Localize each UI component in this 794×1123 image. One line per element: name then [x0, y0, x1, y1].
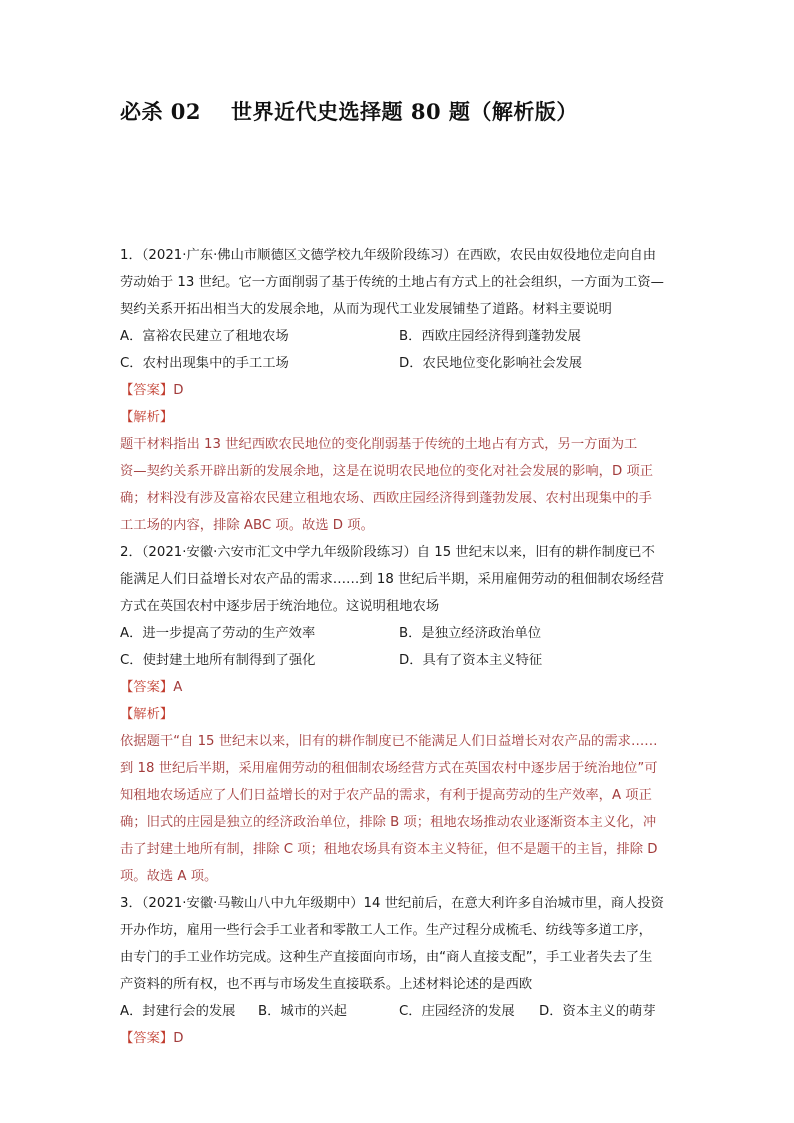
question-3-line-1: 3．（2021·安徽·马鞍山八中九年级期中）14 世纪前后，在意大利许多自治城市里，商人投资 — [120, 896, 664, 911]
question-2-line-3: 方式在英国农村中逐步居于统治地位。这说明租地农场 — [120, 599, 440, 614]
question-1-line-3: 契约关系开拓出相当大的发展余地，从而为现代工业发展铺垫了道路。材料主要说明 — [120, 302, 612, 317]
question-1-options-row-1 — [120, 323, 678, 350]
question-2-answer — [120, 674, 678, 701]
question-2-analysis-line-5: 击了封建土地所有制，排除 C 项；租地农场具有资本主义特征，但不是题干的主旨，排除 D — [120, 842, 658, 857]
question-2-analysis-line-2: 到 18 世纪后半期，采用雇佣劳动的租佃制农场经营方式在英国农村中逐步居于统治地位”可 — [120, 761, 658, 776]
questions-content — [120, 242, 678, 1052]
question-2-line-2: 能满足人们日益增长对农产品的需求……到 18 世纪后半期，采用雇佣劳动的租佃制农场经营 — [120, 572, 664, 587]
question-3-option-b: B．城市的兴起 — [258, 1004, 347, 1019]
page-title — [120, 96, 720, 126]
question-2-option-c: C．使封建土地所有制得到了强化 — [120, 653, 316, 668]
question-1-line-2: 劳动始于 13 世纪。它一方面削弱了基于传统的土地占有方式上的社会组织，一方面为工资— — [120, 275, 664, 290]
question-1 — [120, 242, 678, 539]
question-3 — [120, 890, 678, 1052]
question-2-option-d: D．具有了资本主义特征 — [399, 653, 543, 668]
question-1-option-a: A．富裕农民建立了租地农场 — [120, 329, 289, 344]
question-2-analysis-line-1: 依据题干“自 15 世纪末以来，旧有的耕作制度已不能满足人们日益增长对农产品的需求…… — [120, 734, 658, 749]
question-2-options-row-2 — [120, 647, 678, 674]
question-1-analysis-line-4: 工工场的内容，排除 ABC 项。故选 D 项。 — [120, 518, 374, 533]
title-main: 世界近代史选择题 80 题（解析版） — [231, 99, 578, 124]
question-1-analysis-line-3: 确；材料没有涉及富裕农民建立租地农场、西欧庄园经济得到蓬勃发展、农村出现集中的手 — [120, 491, 652, 506]
question-1-analysis-line-1: 题干材料指出 13 世纪西欧农民地位的变化削弱基于传统的土地占有方式，另一方面为工 — [120, 437, 638, 452]
question-3-line-3: 由专门的手工业作坊完成。这种生产直接面向市场，由“商人直接支配”，手工业者失去了生 — [120, 950, 653, 965]
question-2-options-row-1 — [120, 620, 678, 647]
answer-value: D — [173, 383, 184, 398]
question-1-analysis-line-2: 资—契约关系开辟出新的发展余地，这是在说明农民地位的变化对社会发展的影响，D 项正 — [120, 464, 654, 479]
question-3-option-c: C．庄园经济的发展 — [399, 1004, 515, 1019]
question-3-options-row — [120, 998, 678, 1025]
question-2-analysis-line-6: 项。故选 A 项。 — [120, 869, 218, 884]
question-1-analysis-label: 【解析】 — [120, 410, 174, 425]
question-2 — [120, 539, 678, 890]
answer-label: 【答案】 — [120, 383, 174, 398]
answer-label: 【答案】 — [120, 680, 174, 695]
question-3-option-d: D．资本主义的萌芽 — [539, 1004, 656, 1019]
answer-label: 【答案】 — [120, 1031, 174, 1046]
question-2-option-b: B．是独立经济政治单位 — [399, 626, 542, 641]
question-1-line-1: 1．（2021·广东·佛山市顺德区文德学校九年级阶段练习）在西欧，农民由奴役地位走向自由 — [120, 248, 657, 263]
answer-value: A — [173, 680, 183, 695]
question-1-option-b: B．西欧庄园经济得到蓬勃发展 — [399, 329, 581, 344]
question-1-answer — [120, 377, 678, 404]
question-2-line-1: 2．（2021·安徽·六安市汇文中学九年级阶段练习）自 15 世纪末以来，旧有的耕作制度已不 — [120, 545, 655, 560]
question-1-option-c: C．农村出现集中的手工工场 — [120, 356, 289, 371]
answer-value: D — [173, 1031, 184, 1046]
question-1-options-row-2 — [120, 350, 678, 377]
question-1-option-d: D．农民地位变化影响社会发展 — [399, 356, 583, 371]
question-2-analysis-line-4: 确；旧式的庄园是独立的经济政治单位，排除 B 项；租地农场推动农业逐渐资本主义化，冲 — [120, 815, 657, 830]
title-prefix: 必杀 02 — [120, 99, 202, 124]
question-3-line-2: 开办作坊，雇用一些行会手工业者和零散工人工作。生产过程分成梳毛、纺线等多道工序， — [120, 923, 652, 938]
question-3-line-4: 产资料的所有权，也不再与市场发生直接联系。上述材料论述的是西欧 — [120, 977, 533, 992]
question-3-answer — [120, 1025, 678, 1052]
question-2-analysis-label: 【解析】 — [120, 707, 174, 722]
question-3-option-a: A．封建行会的发展 — [120, 1004, 236, 1019]
question-2-option-a: A．进一步提高了劳动的生产效率 — [120, 626, 316, 641]
question-2-analysis-line-3: 知租地农场适应了人们日益增长的对于农产品的需求，有利于提高劳动的生产效率，A 项正 — [120, 788, 652, 803]
